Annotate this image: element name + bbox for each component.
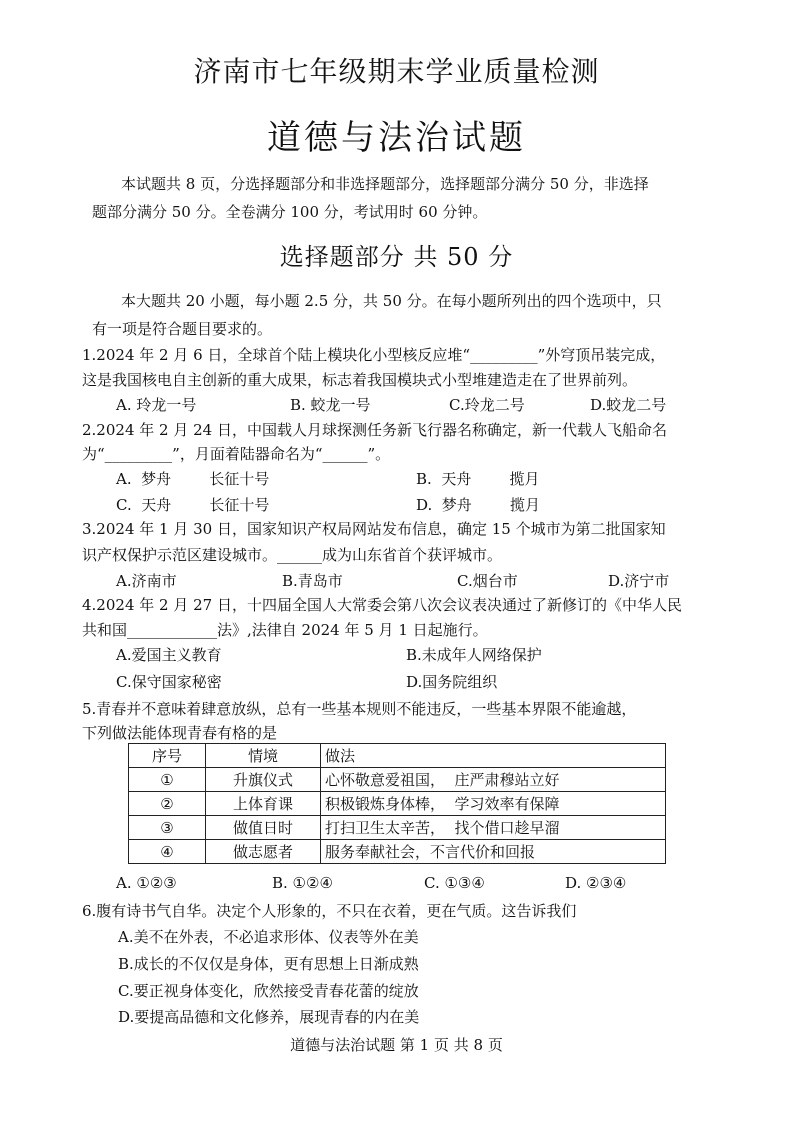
q3-option-c: C.烟台市 <box>457 572 518 590</box>
q4-option-c: C.保守国家秘密 <box>116 673 222 691</box>
table-header-row <box>129 744 666 768</box>
q3-stem-line-2: 识产权保护示范区建设城市。______成为山东省首个获评城市。 <box>82 546 503 564</box>
q2-option-d: D. 梦舟 揽月 <box>416 496 540 514</box>
q3-option-b: B.青岛市 <box>282 572 343 590</box>
table-cell: 做值日时 <box>206 816 321 840</box>
q6-option-c: C.要正视身体变化，欣然接受青春花蕾的绽放 <box>118 982 419 1000</box>
q1-option-d: D.蛟龙二号 <box>590 396 667 414</box>
table-row <box>129 840 666 864</box>
q2-option-b: B. 天舟 揽月 <box>416 470 540 488</box>
q1-option-c: C.玲龙二号 <box>449 396 525 414</box>
q4-stem-line-2: 共和国____________法》,法律自 2024 年 5 月 1 日起施行。 <box>82 621 488 639</box>
q4-option-a: A.爱国主义教育 <box>116 646 222 664</box>
table-cell: ② <box>129 792 206 816</box>
intro-line-1: 本试题共 8 页，分选择题部分和非选择题部分，选择题部分满分 50 分，非选择 <box>121 175 649 193</box>
q3-option-d: D.济宁市 <box>608 572 670 590</box>
table-cell: ③ <box>129 816 206 840</box>
table-cell: 上体育课 <box>206 792 321 816</box>
table-cell: 积极锻炼身体棒， 学习效率有保障 <box>321 792 666 816</box>
q1-stem-line-1: 1.2024 年 2 月 6 日，全球首个陆上模块化小型核反应堆“_________”外穹顶吊装完成， <box>82 346 666 364</box>
section-note-line-1: 本大题共 20 小题，每小题 2.5 分，共 50 分。在每小题所列出的四个选项中，只 <box>121 292 662 310</box>
q6-option-d: D.要提高品德和文化修养，展现青春的内在美 <box>118 1008 420 1026</box>
exam-title: 济南市七年级期末学业质量检测 <box>193 55 600 88</box>
q2-option-c: C. 天舟 长征十号 <box>116 496 270 514</box>
q4-option-d: D.国务院组织 <box>406 673 498 691</box>
q4-option-b: B.未成年人网络保护 <box>406 646 542 664</box>
q1-option-b: B. 蛟龙一号 <box>290 396 371 414</box>
q3-option-a: A.济南市 <box>116 572 177 590</box>
page-footer: 道德与法治试题 第 1 页 共 8 页 <box>290 1036 503 1054</box>
q1-option-a: A. 玲龙一号 <box>116 396 197 414</box>
table-row <box>129 816 666 840</box>
q5-option-b: B. ①②④ <box>272 874 333 892</box>
q1-stem-line-2: 这是我国核电自主创新的重大成果，标志着我国模块式小型堆建造走在了世界前列。 <box>82 371 638 389</box>
table-cell: ① <box>129 768 206 792</box>
section-note-line-2: 有一项是符合题目要求的。 <box>92 320 273 338</box>
table-cell: 服务奉献社会，不言代价和回报 <box>321 840 666 864</box>
q2-stem-line-2: 为“_________”，月面着陆器命名为“______”。 <box>82 445 391 463</box>
section-title: 选择题部分 共 50 分 <box>279 243 514 271</box>
table-row <box>129 792 666 816</box>
table-cell: ④ <box>129 840 206 864</box>
q6-option-b: B.成长的不仅仅是身体，更有思想上日渐成熟 <box>118 955 419 973</box>
q4-stem-line-1: 4.2024 年 2 月 27 日，十四届全国人大常委会第八次会议表决通过了新修订的《中华人民 <box>82 596 682 614</box>
q5-table <box>128 743 666 864</box>
q6-stem-line-1: 6.腹有诗书气自华。决定个人形象的，不只在衣着，更在气质。这告诉我们 <box>82 902 577 920</box>
table-row <box>129 768 666 792</box>
table-header: 做法 <box>321 744 666 768</box>
q6-option-a: A.美不在外表，不必追求形体、仪表等外在美 <box>118 928 419 946</box>
q2-option-a: A. 梦舟 长征十号 <box>116 470 270 488</box>
q5-stem-line-1: 5.青春并不意味着肆意放纵，总有一些基本规则不能违反，一些基本界限不能逾越， <box>82 700 637 718</box>
table-cell: 打扫卫生太辛苦， 找个借口趁早溜 <box>321 816 666 840</box>
q5-stem-line-2: 下列做法能体现青春有格的是 <box>82 724 278 742</box>
table-header: 序号 <box>129 744 206 768</box>
q5-option-a: A. ①②③ <box>116 874 177 892</box>
table-cell: 做志愿者 <box>206 840 321 864</box>
q3-stem-line-1: 3.2024 年 1 月 30 日，国家知识产权局网站发布信息，确定 15 个城市为第二批国家知 <box>82 520 666 538</box>
subject-title: 道德与法治试题 <box>267 118 526 158</box>
table-header: 情境 <box>206 744 321 768</box>
table-cell: 升旗仪式 <box>206 768 321 792</box>
q5-option-c: C. ①③④ <box>424 874 485 892</box>
q2-stem-line-1: 2.2024 年 2 月 24 日，中国载人月球探测任务新飞行器名称确定，新一代载人飞船命名 <box>82 421 667 439</box>
table-cell: 心怀敬意爱祖国， 庄严肃穆站立好 <box>321 768 666 792</box>
intro-line-2: 题部分满分 50 分。全卷满分 100 分，考试用时 60 分钟。 <box>92 203 488 221</box>
q5-option-d: D. ②③④ <box>565 874 627 892</box>
